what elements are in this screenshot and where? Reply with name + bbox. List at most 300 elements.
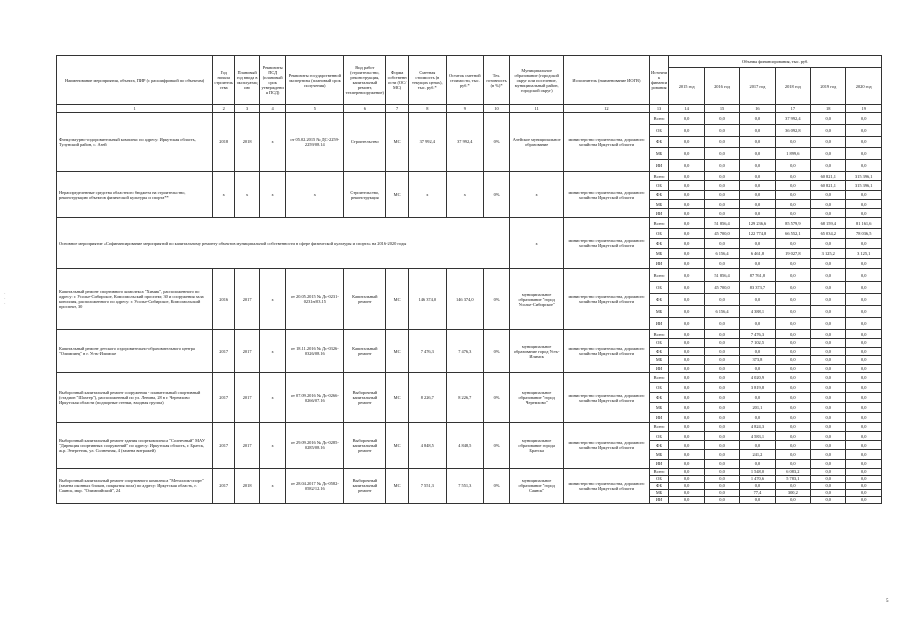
funding-value: 0,0	[811, 468, 846, 475]
funding-value: 0,0	[669, 422, 704, 431]
col-header-remaining-cost: Остаток сметной стоимости, тыс. руб.*	[446, 56, 484, 105]
funding-value: 0,0	[669, 293, 704, 305]
object-name: Капитальный ремонт спортивного комплекса "Химик", расположенного по адресу: г. Усолье-Сибирское, Комсомольский проспект, 30 и сооружения зала консилия, расположенного по адресу: г. Усолье-Сибирское, Комсомольский проспект, 30	[57, 269, 213, 330]
column-number: 9	[446, 105, 484, 113]
funding-value: 0,0	[704, 199, 739, 208]
column-number: 18	[811, 105, 846, 113]
column-number: 13	[649, 105, 669, 113]
source-cell: МБ	[649, 402, 669, 412]
funding-value: 0,0	[740, 199, 775, 208]
funding-value: 0,0	[846, 330, 882, 339]
funding-value: 0,0	[811, 124, 846, 136]
funding-value: 45 700,0	[704, 228, 739, 238]
municipality-cell: муниципальное образование города Братска	[510, 422, 564, 468]
column-number: 8	[409, 105, 447, 113]
funding-value: 0,0	[740, 364, 775, 373]
funding-value: 6 083,2	[775, 468, 810, 475]
planned-year-cell: 2017	[235, 269, 260, 330]
funding-value: 7 102,5	[740, 338, 775, 347]
funding-value: 0,0	[811, 475, 846, 482]
funding-value: 0,0	[669, 383, 704, 393]
executor-cell: министерство строительства, дорожного хозяйства Иркутской области	[564, 373, 649, 422]
funding-value: 0,0	[704, 496, 739, 503]
funding-value: 77,4	[740, 489, 775, 496]
readiness-cell: 0%	[484, 422, 510, 468]
object-name: Выборочный капитальный ремонт спортивного комплекса "Металлик-спорт" (замена оконных блоков, покрытия пола) по адресу: Иркутская область, г. Саянск, мкр. "Олимпийский", 24	[57, 468, 213, 503]
funding-value: 0,0	[846, 338, 882, 347]
funding-value: 0,0	[704, 318, 739, 330]
funding-value: 0,0	[775, 269, 810, 281]
funding-value: 0,0	[669, 209, 704, 218]
ownership-cell: МС	[386, 330, 409, 373]
funding-value: 0,0	[740, 412, 775, 422]
source-cell: ОБ	[649, 338, 669, 347]
source-cell: ОБ	[649, 475, 669, 482]
source-cell: ОБ	[649, 431, 669, 440]
funding-value: 68 159,4	[811, 218, 846, 228]
funding-value: 0,0	[846, 441, 882, 450]
funding-value: 0,0	[775, 402, 810, 412]
funding-value: 0,0	[811, 459, 846, 468]
funding-value: 65 034,2	[811, 228, 846, 238]
col-header-year: 2016 год	[704, 68, 739, 105]
source-cell: Всего	[649, 468, 669, 475]
funding-value: 1 899,6	[775, 148, 810, 160]
funding-value: 0,0	[740, 441, 775, 450]
funding-value: 78 036,5	[846, 228, 882, 238]
funding-value: 0,0	[846, 393, 882, 403]
source-cell: ОБ	[649, 124, 669, 136]
source-cell: ИИ	[649, 259, 669, 269]
column-number: 3	[235, 105, 260, 113]
funding-value: 0,0	[740, 482, 775, 489]
planned-year-cell: 2018	[235, 113, 260, 172]
source-cell: МБ	[649, 249, 669, 259]
funding-value: 0,0	[669, 218, 704, 228]
funding-value: 0,0	[775, 338, 810, 347]
ownership-cell: МС	[386, 113, 409, 172]
funding-value: 0,0	[775, 422, 810, 431]
expertise-cell: от 05.02.2015 № ДС-2259-2259/08.14	[286, 113, 344, 172]
funding-value: 0,0	[846, 373, 882, 383]
col-header-year: 2015 год	[669, 68, 704, 105]
start-year-cell: 2017	[213, 422, 235, 468]
funding-value: 0,0	[704, 489, 739, 496]
funding-value: 0,0	[669, 468, 704, 475]
funding-value: 0,0	[669, 402, 704, 412]
funding-value: 0,0	[740, 259, 775, 269]
col-header-work-type: Вид работ (строительство, реконструкция, капитальный ремонт, техперевооружение)	[344, 56, 386, 105]
remaining-cost-cell: 8 226,7	[446, 373, 484, 422]
object-name: Физкультурно-оздоровительный комплекс по адресу: Иркутская область, Тулунский район, с. Азей	[57, 113, 213, 172]
funding-value: 0,0	[811, 305, 846, 317]
funding-value: 0,0	[704, 373, 739, 383]
funding-value: 0,0	[669, 431, 704, 440]
start-year-cell: х	[213, 171, 235, 217]
funding-value: 0,0	[846, 422, 882, 431]
funding-value: 0,0	[704, 171, 739, 180]
funding-value: 0,0	[704, 330, 739, 339]
funding-value: 0,0	[846, 356, 882, 365]
funding-value: 6 156,4	[704, 305, 739, 317]
psd-cell: х	[260, 373, 286, 422]
funding-value: 0,0	[811, 373, 846, 383]
planned-year-cell: 2017	[235, 373, 260, 422]
funding-value: 0,0	[846, 160, 882, 172]
col-header-name: Наименование мероприятия, объекта, ПИР (с расшифровкой по объектам)	[57, 56, 213, 105]
source-cell: ИИ	[649, 496, 669, 503]
funding-value: 122 774,8	[740, 228, 775, 238]
remaining-cost-cell: 37 992,4	[446, 113, 484, 172]
funding-value: 0,0	[669, 136, 704, 148]
funding-value: 0,0	[811, 293, 846, 305]
funding-value: 0,0	[669, 269, 704, 281]
funding-value: 0,0	[775, 412, 810, 422]
funding-value: 0,0	[775, 482, 810, 489]
funding-value: 0,0	[811, 269, 846, 281]
readiness-cell: 0%	[484, 113, 510, 172]
table-row	[57, 218, 882, 228]
col-header-funding: Объемы финансирования, тыс. руб.	[669, 56, 882, 68]
ownership-cell: МС	[386, 373, 409, 422]
funding-value: 0,0	[846, 199, 882, 208]
object-name: Капитальный ремонт детского оздоровительно-образовательного центра "Олимпиец" в г. Усть-Илимске	[57, 330, 213, 373]
funding-value: 0,0	[669, 124, 704, 136]
source-cell: ОБ	[649, 281, 669, 293]
ownership-cell: МС	[386, 422, 409, 468]
executor-cell: министерство строительства, дорожного хозяйства Иркутской области	[564, 218, 649, 269]
funding-value: 241,2	[740, 450, 775, 459]
funding-value: 0,0	[846, 136, 882, 148]
funding-value: 0,0	[775, 364, 810, 373]
funding-value: 4 824,3	[740, 422, 775, 431]
source-cell: ИИ	[649, 209, 669, 218]
funding-value: 0,0	[775, 293, 810, 305]
funding-value: 0,0	[846, 269, 882, 281]
funding-value: 0,0	[811, 402, 846, 412]
col-header-planned-year: Плановый год ввода в эксплуатацию	[235, 56, 260, 105]
funding-value: 0,0	[811, 347, 846, 356]
funding-value: 201,1	[740, 402, 775, 412]
readiness-cell: 0%	[484, 468, 510, 503]
funding-value: 0,0	[846, 124, 882, 136]
funding-value: 0,0	[704, 459, 739, 468]
funding-value: 0,0	[669, 318, 704, 330]
funding-value: 0,0	[669, 259, 704, 269]
funding-value: 0,0	[669, 338, 704, 347]
main-event-name: Основное мероприятие «Софинансирование мероприятий по капитальному ремонту объектов муниципальной собственности в сфере физической культуры и спорта» на 2016-2020 годы	[57, 218, 510, 269]
table-row	[57, 269, 882, 281]
funding-value: 0,0	[669, 305, 704, 317]
source-cell: ФБ	[649, 393, 669, 403]
col-header-year: 2019 год	[811, 68, 846, 105]
funding-value: 0,0	[775, 190, 810, 199]
col-header-year: 2018 год	[775, 68, 810, 105]
table-row	[57, 330, 882, 339]
funding-value: 0,0	[704, 347, 739, 356]
funding-value: 0,0	[811, 209, 846, 218]
readiness-cell: 0%	[484, 330, 510, 373]
funding-value: 0,0	[704, 468, 739, 475]
funding-value: 6 156,4	[704, 249, 739, 259]
funding-value: 0,0	[669, 393, 704, 403]
funding-value: 0,0	[669, 489, 704, 496]
funding-value: 0,0	[669, 238, 704, 248]
source-cell: ИИ	[649, 364, 669, 373]
work-type-cell: Капитальный ремонт	[344, 269, 386, 330]
funding-value: 0,0	[775, 356, 810, 365]
funding-value: 373,8	[740, 356, 775, 365]
source-cell: ФБ	[649, 482, 669, 489]
source-cell: ИИ	[649, 160, 669, 172]
psd-cell: х	[260, 422, 286, 468]
start-year-cell: 2017	[213, 373, 235, 422]
funding-value: 51 856,4	[704, 218, 739, 228]
source-cell: ФБ	[649, 238, 669, 248]
funding-value: 0,0	[704, 422, 739, 431]
readiness-cell: 0%	[484, 269, 510, 330]
psd-cell: х	[260, 468, 286, 503]
municipality-cell: х	[510, 218, 564, 269]
funding-value: 0,0	[811, 441, 846, 450]
funding-value: 0,0	[811, 482, 846, 489]
funding-value: 0,0	[740, 459, 775, 468]
funding-value: 0,0	[704, 190, 739, 199]
planned-year-cell: 2017	[235, 330, 260, 373]
source-cell: МБ	[649, 148, 669, 160]
municipality-cell: муниципальное образование "город Усолье-Сибирское"	[510, 269, 564, 330]
column-number: 14	[669, 105, 704, 113]
column-number: 1	[57, 105, 213, 113]
col-header-year: 2017 год	[740, 68, 775, 105]
funding-value: 0,0	[704, 113, 739, 125]
source-cell: Всего	[649, 330, 669, 339]
funding-value: 0,0	[669, 330, 704, 339]
funding-value: 0,0	[775, 181, 810, 190]
funding-value: 0,0	[704, 148, 739, 160]
funding-value: 0,0	[775, 496, 810, 503]
funding-value: 7 476,3	[740, 330, 775, 339]
funding-value: 0,0	[704, 482, 739, 489]
funding-table-sheet	[56, 55, 882, 504]
funding-value: 0,0	[775, 373, 810, 383]
funding-value: 51 856,4	[704, 269, 739, 281]
source-cell: МБ	[649, 305, 669, 317]
object-name: Нераспределенные средства областного бюджета на строительство, реконструкцию объектов физической культуры и спорта**	[57, 171, 213, 217]
funding-value: 315 396,1	[846, 181, 882, 190]
funding-value: 60 821,1	[811, 181, 846, 190]
funding-value: 0,0	[811, 148, 846, 160]
source-cell: Всего	[649, 113, 669, 125]
funding-value: 0,0	[704, 402, 739, 412]
funding-value: 0,0	[740, 238, 775, 248]
remaining-cost-cell: 7 551,3	[446, 468, 484, 503]
source-cell: Всего	[649, 269, 669, 281]
work-type-cell: Капитальный ремонт	[344, 330, 386, 373]
funding-value: 0,0	[669, 228, 704, 238]
funding-value: 4 583,1	[740, 431, 775, 440]
funding-value: 0,0	[775, 318, 810, 330]
column-number: 2	[213, 105, 235, 113]
funding-value: 4 020,9	[740, 373, 775, 383]
source-cell: Всего	[649, 422, 669, 431]
funding-value: 0,0	[704, 124, 739, 136]
funding-value: 45 700,0	[704, 281, 739, 293]
funding-value: 0,0	[846, 402, 882, 412]
ownership-cell: МС	[386, 468, 409, 503]
funding-value: 0,0	[740, 113, 775, 125]
source-cell: ИИ	[649, 318, 669, 330]
expertise-cell: от 18.11.2016 № Дс-0326-0326/08.16	[286, 330, 344, 373]
funding-value: 0,0	[846, 468, 882, 475]
funding-value: 0,0	[775, 171, 810, 180]
table-row	[57, 171, 882, 180]
funding-value: 0,0	[704, 136, 739, 148]
expertise-cell: от 29.09.2016 № Дс-0285-0285/08.16	[286, 422, 344, 468]
col-header-readiness: Тех. готовность (в %)*	[484, 56, 510, 105]
funding-value: 0,0	[811, 330, 846, 339]
funding-value: 3 125,2	[811, 249, 846, 259]
source-cell: ОБ	[649, 383, 669, 393]
funding-value: 0,0	[704, 364, 739, 373]
funding-value: 0,0	[846, 318, 882, 330]
column-number: 16	[740, 105, 775, 113]
estimated-cost-cell: 37 992,4	[409, 113, 447, 172]
funding-value: 0,0	[740, 347, 775, 356]
funding-value: 0,0	[811, 318, 846, 330]
estimated-cost-cell: 8 226,7	[409, 373, 447, 422]
funding-value: 0,0	[811, 393, 846, 403]
funding-value: 0,0	[669, 347, 704, 356]
table-row	[57, 113, 882, 125]
funding-value: 0,0	[846, 459, 882, 468]
funding-value: 0,0	[846, 489, 882, 496]
table-row	[57, 373, 882, 383]
municipality-cell: муниципальное образование "город Черемхово"	[510, 373, 564, 422]
funding-value: 0,0	[740, 293, 775, 305]
funding-value: 0,0	[669, 190, 704, 199]
psd-cell: х	[260, 171, 286, 217]
funding-value: 0,0	[669, 199, 704, 208]
expertise-cell: х	[286, 171, 344, 217]
header-row	[57, 56, 882, 68]
source-cell: МБ	[649, 356, 669, 365]
estimated-cost-cell: 146 374,0	[409, 269, 447, 330]
funding-value: 0,0	[740, 160, 775, 172]
executor-cell: министерство строительства, дорожного хозяйства Иркутской области	[564, 171, 649, 217]
funding-value: 3 125,1	[846, 249, 882, 259]
funding-value: 0,0	[846, 259, 882, 269]
psd-cell: х	[260, 269, 286, 330]
funding-value: 0,0	[846, 148, 882, 160]
funding-value: 0,0	[846, 383, 882, 393]
start-year-cell: 2018	[213, 113, 235, 172]
funding-value: 0,0	[811, 199, 846, 208]
work-type-cell: Выборочный капитальный ремонт	[344, 373, 386, 422]
source-cell: ОБ	[649, 228, 669, 238]
funding-value: 0,0	[811, 431, 846, 440]
funding-value: 0,0	[740, 136, 775, 148]
funding-value: 0,0	[669, 373, 704, 383]
funding-value: 0,0	[846, 293, 882, 305]
start-year-cell: 2016	[213, 269, 235, 330]
source-cell: МБ	[649, 450, 669, 459]
funding-value: 0,0	[669, 160, 704, 172]
source-cell: Всего	[649, 218, 669, 228]
funding-value: 0,0	[740, 171, 775, 180]
col-header-year: 2020 год	[846, 68, 882, 105]
funding-value: 0,0	[846, 281, 882, 293]
executor-cell: министерство строительства, дорожного хозяйства Иркутской области	[564, 468, 649, 503]
col-header-ownership: Форма собственности (ОС/МС)	[386, 56, 409, 105]
object-name: Выборочный капитальный ремонт здания спорткомплекса "Солнечный" МАУ "Дирекция спортивных сооружений" по адресу: Иркутская область, г. Братск, ж.р. Энергетик, ул. Солнечная, 4 (замена витражей)	[57, 422, 213, 468]
funding-value: 0,0	[775, 136, 810, 148]
funding-value: 0,0	[775, 209, 810, 218]
executor-cell: министерство строительства, дорожного хозяйства Иркутской области	[564, 422, 649, 468]
funding-value: 0,0	[704, 393, 739, 403]
funding-value: 0,0	[846, 482, 882, 489]
object-name: Выборочный капитальный ремонт сооружения - плавательный спортивный (стадион "Шахтер"), расположенный по ул. Ленина, 28 в г. Черемхово Иркутская области (подпорные стенки, входная группа)	[57, 373, 213, 422]
funding-value: 0,0	[669, 113, 704, 125]
funding-value: 0,0	[775, 330, 810, 339]
col-header-municipality: Муниципальное образование (городской округ или поселение, муниципальный район, городской округ)	[510, 56, 564, 105]
funding-value: 0,0	[704, 431, 739, 440]
funding-value: 0,0	[846, 305, 882, 317]
funding-value: 0,0	[775, 305, 810, 317]
start-year-cell: 2017	[213, 330, 235, 373]
funding-value: 0,0	[704, 383, 739, 393]
funding-value: 1 470,6	[740, 475, 775, 482]
funding-value: 0,0	[669, 356, 704, 365]
funding-value: 0,0	[704, 238, 739, 248]
source-cell: Всего	[649, 373, 669, 383]
funding-value: 6 461,8	[740, 249, 775, 259]
source-cell: ФБ	[649, 293, 669, 305]
funding-value: 0,0	[846, 190, 882, 199]
funding-value: 0,0	[846, 475, 882, 482]
funding-value: 0,0	[704, 209, 739, 218]
funding-value: 0,0	[669, 496, 704, 503]
column-number: 12	[564, 105, 649, 113]
col-header-executor: Исполнитель (наименование ИОГВ)	[564, 56, 649, 105]
funding-value: 0,0	[669, 148, 704, 160]
funding-value: 0,0	[704, 259, 739, 269]
funding-value: 0,0	[775, 281, 810, 293]
funding-value: 0,0	[669, 441, 704, 450]
source-cell: ФБ	[649, 136, 669, 148]
ownership-cell: МС	[386, 269, 409, 330]
municipality-cell: Азейское муниципальное образование	[510, 113, 564, 172]
funding-value: 87 761,8	[740, 269, 775, 281]
funding-value: 4 388,1	[740, 305, 775, 317]
funding-table-body	[57, 113, 882, 504]
funding-value: 36 092,8	[775, 124, 810, 136]
funding-value: 0,0	[811, 190, 846, 199]
funding-value: 0,0	[740, 124, 775, 136]
funding-value: 0,0	[811, 259, 846, 269]
expertise-cell: от 07.09.2016 № Дс-0266-0266/07.16	[286, 373, 344, 422]
funding-value: 37 992,4	[775, 113, 810, 125]
col-header-psd: Реквизиты ПСД (плановый срок утверждения ПСД)	[260, 56, 286, 105]
funding-value: 315 396,1	[846, 171, 882, 180]
funding-value: 0,0	[740, 148, 775, 160]
funding-value: 60 821,1	[811, 171, 846, 180]
funding-value: 0,0	[811, 422, 846, 431]
readiness-cell: 0%	[484, 171, 510, 217]
funding-value: 0,0	[811, 496, 846, 503]
funding-value: 0,0	[775, 450, 810, 459]
funding-value: 0,0	[669, 364, 704, 373]
